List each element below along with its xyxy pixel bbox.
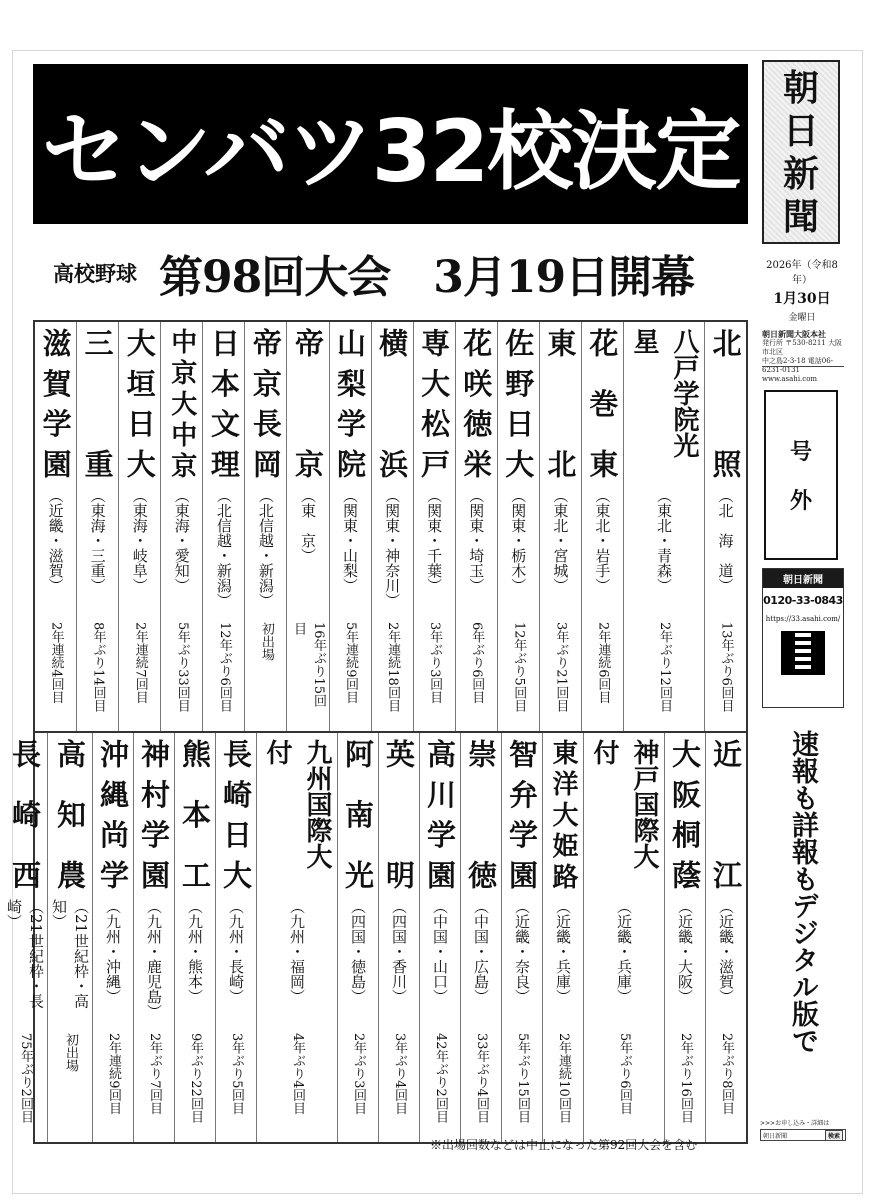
school-record: 42年ぶり2回目 [433, 1033, 448, 1123]
school-record: 5年連続9回目 [343, 622, 359, 704]
school-region: （21世紀枠・高知） [50, 899, 90, 1009]
school-region: （関東・山梨） [341, 488, 360, 593]
school-name: 高 知 農 [53, 739, 87, 889]
logo-char: 日 [782, 109, 819, 152]
publisher-info [762, 330, 846, 384]
school-record: 4年ぶり4回目 [290, 1033, 305, 1115]
school-entry [3, 733, 47, 1142]
school-entry [664, 733, 705, 1142]
school-record: 2年連続9回目 [106, 1033, 121, 1115]
school-name: 滋賀学園 [38, 328, 73, 478]
school-name: 長 崎 西 [8, 739, 42, 889]
school-name: 東 北 [543, 328, 578, 478]
school-entry [623, 322, 704, 731]
school-region: （東海・愛知） [172, 488, 191, 593]
school-entry [378, 733, 419, 1142]
school-region: （近畿・兵庫） [615, 899, 633, 1004]
school-name: 横 浜 [375, 328, 410, 478]
school-record: 12年ぶり5回目 [511, 622, 527, 712]
school-record: 33年ぶり4回目 [474, 1033, 489, 1123]
school-region: （東海・三重） [88, 488, 107, 593]
school-name: 山梨学院 [333, 328, 368, 478]
school-record: 2年連続10回目 [556, 1033, 571, 1123]
school-record: 初出場 [63, 1033, 78, 1072]
school-entry [47, 733, 92, 1142]
school-entry [583, 733, 664, 1142]
school-entry [497, 322, 539, 731]
school-region: （東北・青森） [654, 488, 673, 593]
school-record: 9年ぶり22回目 [188, 1033, 203, 1123]
school-region: （九州・熊本） [186, 899, 204, 1004]
subscription-promo [762, 568, 844, 708]
search-button[interactable]: 検索 [825, 1130, 843, 1141]
school-region: （北信越・新潟） [256, 488, 275, 608]
school-entry [118, 322, 160, 731]
school-region: （関東・神奈川） [383, 488, 402, 608]
school-name: 大阪桐蔭 [668, 739, 702, 889]
school-row-bottom [5, 731, 746, 1142]
school-entry [256, 733, 337, 1142]
school-record: 3年ぶり5回目 [229, 1033, 244, 1115]
school-name: 阿 南 光 [341, 739, 375, 889]
search-field-text: 朝日新聞 [763, 1132, 788, 1140]
school-region: （四国・香川） [390, 899, 408, 1004]
school-record: 2年ぶり7回目 [147, 1033, 162, 1115]
school-name: 沖縄尚学 [96, 739, 130, 889]
school-record: 5年ぶり33回目 [174, 622, 190, 712]
school-entry [337, 733, 378, 1142]
school-region: （東海・岐阜） [130, 488, 149, 593]
school-entry [542, 733, 583, 1142]
school-name: 崇 徳 [464, 739, 498, 889]
gogai-box [764, 390, 838, 560]
gogai-char: 外 [789, 489, 812, 514]
publisher-name: 朝日新聞大阪本社 [762, 329, 826, 339]
school-name: 花咲徳栄 [459, 328, 494, 478]
school-entry [35, 322, 76, 731]
school-name: 英 明 [382, 739, 416, 889]
school-name: 帝 京 [290, 328, 325, 478]
school-name: 専大松戸 [417, 328, 452, 478]
school-name: 熊 本 工 [178, 739, 212, 889]
gogai-char: 号 [789, 440, 812, 465]
school-record: 5年ぶり6回目 [617, 1033, 632, 1115]
school-region: （関東・栃木） [509, 488, 528, 593]
publisher-url: www.asahi.com [762, 375, 818, 383]
school-name: 神戸国際大付 [589, 739, 659, 869]
school-record: 2年ぶり8回目 [719, 1033, 734, 1115]
school-name: 帝京長岡 [248, 328, 283, 478]
school-entry [244, 322, 286, 731]
school-region: （四国・徳島） [349, 899, 367, 1004]
school-record: 3年ぶり21回目 [553, 622, 569, 712]
school-name: 三 重 [80, 328, 115, 478]
promo-url[interactable]: https://33.asahi.com/ [765, 615, 841, 623]
school-name: 智弁学園 [505, 739, 539, 889]
school-entry [455, 322, 497, 731]
school-entry [174, 733, 215, 1142]
school-entry [92, 733, 133, 1142]
search-prompt-text: >>>お申し込み・詳細は [760, 1120, 830, 1127]
school-record: 75年ぶり2回目 [18, 1033, 33, 1123]
publisher-phone: 中之島2-3-18 電話06-6231-0131 [762, 357, 834, 374]
school-entry [329, 322, 371, 731]
school-entry [371, 322, 413, 731]
school-entry [286, 322, 328, 731]
school-region: （近畿・滋賀） [46, 488, 65, 593]
school-region: （近畿・兵庫） [554, 899, 572, 1004]
school-record: 12年ぶり6回目 [216, 622, 232, 712]
school-record: 2年ぶり12回目 [656, 622, 672, 712]
school-region: （近畿・奈良） [513, 899, 531, 1004]
school-region: （東 京） [298, 488, 317, 563]
issue-day: 1月30日 [773, 291, 831, 307]
logo-char: 新 [782, 152, 819, 195]
school-entry [215, 733, 256, 1142]
school-name: 日本文理 [206, 328, 241, 478]
school-region: （北信越・新潟） [214, 488, 233, 608]
school-name: 花 巻 東 [585, 328, 620, 478]
school-entry [581, 322, 623, 731]
school-name: 中京大中京 [166, 328, 197, 478]
school-grid [5, 320, 748, 1144]
school-record: 2年連続4回目 [48, 622, 64, 704]
school-record: 2年連続7回目 [132, 622, 148, 704]
school-name: 大垣日大 [122, 328, 157, 478]
school-region: （東北・岩手） [593, 488, 612, 593]
school-record: 初出場 [258, 622, 274, 661]
school-region: （中国・広島） [472, 899, 490, 1004]
promo-title: 朝日新聞 [763, 569, 843, 588]
school-entry [539, 322, 581, 731]
search-prompt [760, 1118, 846, 1141]
school-entry [133, 733, 174, 1142]
divider [762, 366, 844, 367]
publisher-address: 発行所 〒530-8211 大阪市北区 [762, 339, 842, 356]
school-region: （九州・鹿児島） [145, 899, 163, 1019]
search-field[interactable] [760, 1129, 846, 1141]
school-entry [202, 322, 244, 731]
subhead-title: 第98回大会 3月19日開幕 [159, 252, 695, 303]
school-region: （21世紀枠・長崎） [5, 899, 45, 1009]
school-record: 3年ぶり3回目 [427, 622, 443, 704]
school-entry [160, 322, 202, 731]
issue-date [762, 256, 842, 323]
school-record: 13年ぶり6回目 [718, 622, 734, 712]
school-record: 2年ぶり3回目 [351, 1033, 366, 1115]
school-record: 6年ぶり6回目 [469, 622, 485, 704]
digital-edition-text: 速報も詳報もデジタル版で [787, 730, 818, 1054]
school-name: 九州国際大付 [262, 739, 332, 869]
school-region: （九州・長崎） [227, 899, 245, 1004]
school-region: （北 海 道） [716, 488, 735, 593]
newspaper-logo [762, 60, 840, 244]
school-row-top [35, 322, 746, 731]
logo-char: 朝 [782, 66, 819, 109]
school-region: （九州・沖縄） [104, 899, 122, 1004]
school-record: 2年ぶり16回目 [678, 1033, 693, 1123]
school-region: （中国・山口） [431, 899, 449, 1004]
school-region: （関東・埼玉） [467, 488, 486, 593]
school-region: （近畿・滋賀） [717, 899, 735, 1004]
school-entry [705, 733, 746, 1142]
school-name: 東洋大姫路 [548, 739, 578, 889]
school-name: 佐野日大 [501, 328, 536, 478]
school-name: 高川学園 [423, 739, 457, 889]
logo-char: 聞 [782, 195, 819, 238]
school-region: （東北・宮城） [551, 488, 570, 593]
subheadline [35, 238, 750, 308]
school-name: 北 照 [708, 328, 743, 478]
school-region: （関東・千葉） [425, 488, 444, 593]
school-name: 長崎日大 [219, 739, 253, 889]
school-entry [76, 322, 118, 731]
issue-weekday: 金曜日 [788, 313, 816, 323]
school-entry [419, 733, 460, 1142]
school-record: 8年ぶり14回目 [90, 622, 106, 712]
school-name: 神村学園 [137, 739, 171, 889]
school-entry [501, 733, 542, 1142]
school-record: 3年ぶり4回目 [392, 1033, 407, 1115]
school-entry [413, 322, 455, 731]
school-name: 近 江 [709, 739, 743, 889]
subhead-label: 高校野球 [53, 262, 137, 286]
school-record: 16年ぶり15回目 [290, 622, 326, 708]
school-record: 2年連続18回目 [385, 622, 401, 712]
school-entry [460, 733, 501, 1142]
qr-code-icon[interactable] [781, 631, 825, 675]
school-region: （九州・福岡） [288, 899, 306, 1004]
footnote: ※出場回数などは中止になった第92回大会を含む [430, 1138, 698, 1152]
school-record: 5年ぶり15回目 [515, 1033, 530, 1123]
school-entry [704, 322, 746, 731]
promo-phone: 0120-33-0843 [763, 594, 843, 607]
headline: センバツ32校決定 [33, 64, 748, 224]
school-record: 2年連続6回目 [595, 622, 611, 704]
school-region: （近畿・大阪） [676, 899, 694, 1004]
school-name: 八戸学院光星 [628, 328, 699, 458]
issue-year: 2026年（令和8年） [766, 260, 838, 286]
